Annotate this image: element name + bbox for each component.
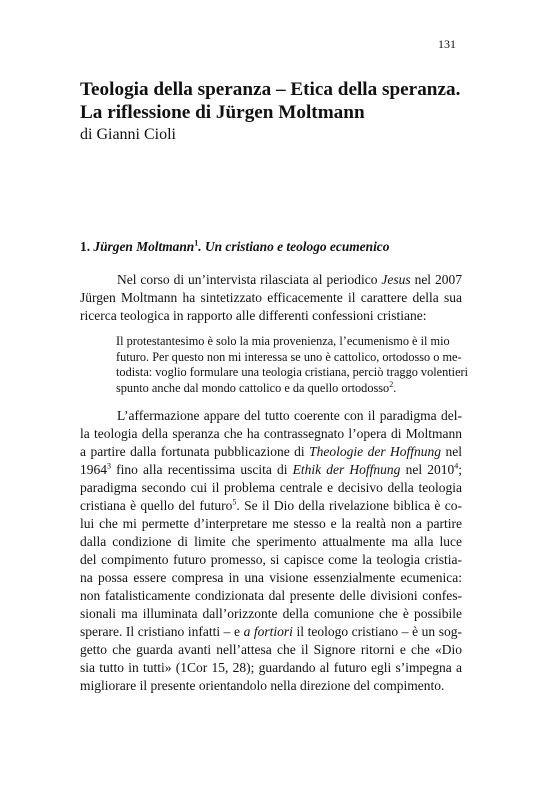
text-line: getto che guarda avanti nell’attesa che il Signore ritorni e che «Dio — [80, 642, 462, 657]
text-line: 1964$^3$ fino alla recentissima uscita di Ethik der Hoffnung nel 2010$^4$; — [80, 461, 462, 477]
title-line-1: Teologia della speranza – Etica della speranza. — [80, 79, 461, 100]
text-line: non fatalisticamente condizionata dal presente delle divisioni confes- — [80, 588, 462, 603]
text-line: ricerca teologica in rapporto alle differenti confessioni cristiane: — [80, 308, 427, 323]
text-line: migliorare il presente orientandolo nella direzione del compimento. — [80, 678, 445, 693]
section-title-rest: . Un cristiano e teologo ecumenico — [198, 239, 390, 254]
block-quote — [116, 334, 469, 396]
footnote-marker: 2 — [389, 379, 394, 389]
journal-name: Jesus — [381, 272, 411, 287]
text-line: dalla condizione di limite che sperimento attualmente ma alla luce — [80, 534, 462, 549]
text-line: sionali ma illuminata dall’orizzonte della comunione che è possibile — [80, 606, 462, 621]
book-title: Theologie der Hoffnung — [309, 444, 442, 459]
body-paragraph — [80, 407, 462, 695]
text-line: del compimento futuro promesso, si capisce come la teologia cristia- — [80, 552, 462, 567]
intro-paragraph — [80, 271, 462, 325]
section-title-italic: Jürgen Moltmann — [93, 239, 195, 254]
text-line: paradigma secondo cui il problema centrale e decisivo della teologia — [80, 480, 462, 495]
quote-line: futuro. Per questo non mi interessa se uno è cattolico, ortodosso o me- — [116, 349, 462, 364]
latin-phrase: a fortiori — [243, 624, 293, 639]
author-byline: di Gianni Cioli — [80, 126, 176, 143]
text-line: Nel corso di un’intervista rilasciata al periodico Jesus nel 2007 — [117, 272, 462, 287]
quote-line: Il protestantesimo è solo la mia provenienza, l’ecumenismo è il mio — [116, 334, 450, 348]
footnote-marker: 4 — [454, 461, 459, 471]
text-line: lui che mi permette d’interpretare me stesso e la realtà non a partire — [80, 516, 462, 531]
text-line: Jürgen Moltmann ha sintetizzato efficacemente il carattere della sua — [80, 290, 462, 305]
text-line: la teologia della speranza che ha contrassegnato l’opera di Moltmann — [80, 426, 462, 441]
section-heading — [80, 239, 462, 255]
quote-line: todista: voglio formulare una teologia cristiana, perciò traggo volentieri — [116, 365, 469, 379]
text-line: cristiana è quello del futuro$^5$. Se il Dio della rivelazione biblica è co- — [80, 497, 463, 513]
text-line: L’affermazione appare del tutto coerente con il paradigma del- — [117, 408, 462, 423]
quote-line: spunto anche dal mondo cattolico e da quello ortodosso$^2$. — [116, 379, 397, 395]
title-line-2: La riflessione di Jürgen Moltmann — [80, 102, 365, 123]
section-number: 1. — [80, 239, 91, 254]
article-title — [80, 78, 480, 124]
text-line: na possa essere compresa in una visione essenzialmente ecumenica: — [80, 570, 462, 585]
page-number: 131 — [438, 37, 456, 51]
text-line: sperare. Il cristiano infatti – e a fortiori il teologo cristiano – è un sog- — [80, 624, 463, 639]
footnote-marker: 5 — [232, 497, 237, 507]
footnote-marker: 1 — [194, 238, 199, 248]
text-line: sia tutto in tutti» (1Cor 15, 28); guardando al futuro egli s’impegna a — [80, 660, 462, 675]
book-title: Ethik der Hoffnung — [292, 462, 401, 477]
text-line: a partire dalla fortunata pubblicazione di Theologie der Hoffnung nel — [80, 444, 462, 459]
footnote-marker: 3 — [107, 461, 111, 471]
